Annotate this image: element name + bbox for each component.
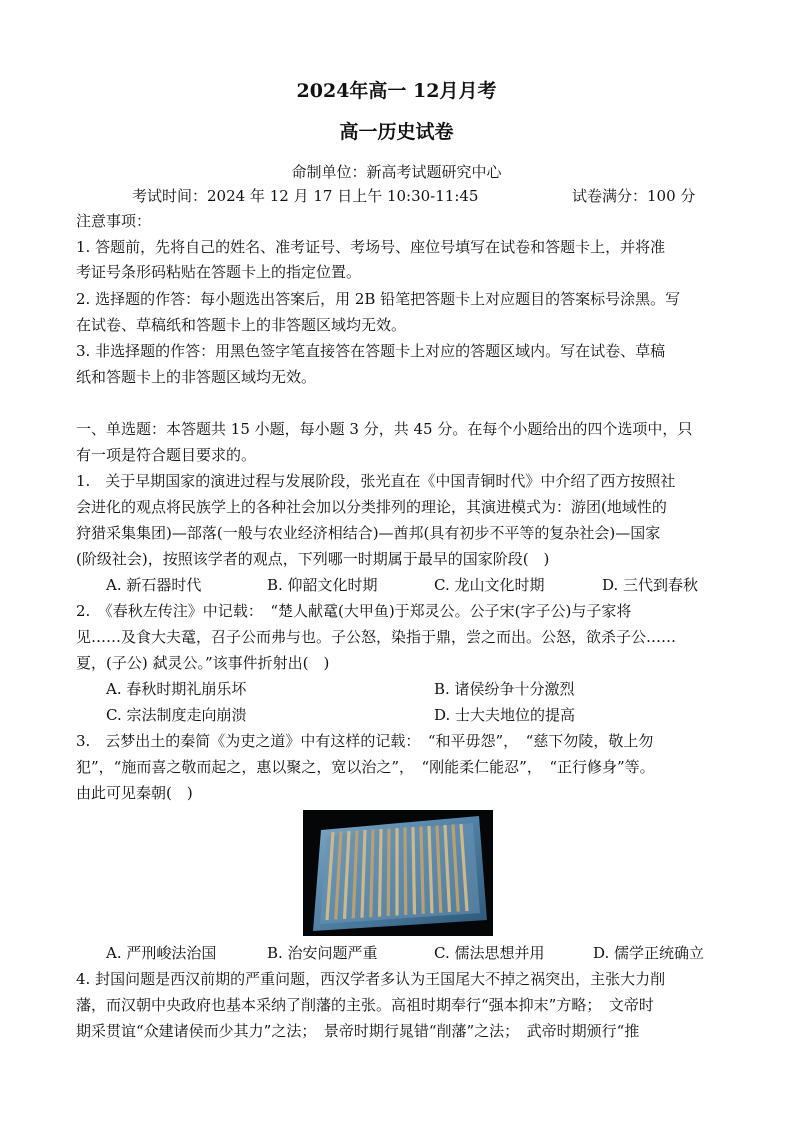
notes-line: 考证号条形码粘贴在答题卡上的指定位置。: [76, 263, 362, 281]
exam-time: 考试时间：2024 年 12 月 17 日上午 10:30-11:45: [132, 187, 479, 205]
bamboo-slip: [413, 827, 415, 914]
question-2-option-b[interactable]: B. 诸侯纷争十分激烈: [434, 680, 575, 698]
bamboo-slip: [388, 829, 389, 917]
question-2-text: 见……及食大夫鼋，召子公而弗与也。子公怒，染指于鼎，尝之而出。公怒，欲杀子公……: [76, 628, 677, 646]
question-3-option-a[interactable]: A. 严刑峻法治国: [106, 944, 217, 962]
question-3-text: 3. 云梦出土的秦简《为吏之道》中有这样的记载： “和平毋怨”， “慈下勿陵，敬上勿: [76, 732, 654, 750]
question-1-text: 1. 关于早期国家的演进过程与发展阶段，张光直在《中国青铜时代》中介绍了西方按照社: [76, 472, 676, 490]
question-4-text: 藩，而汉朝中央政府也基本采纳了削藩的主张。高祖时期奉行“强本抑末”方略； 文帝时: [76, 996, 654, 1014]
question-1-text: 狩猎采集集团)—部落(一般与农业经济相结合)—酋邦(具有初步不平等的复杂社会)—国家: [76, 524, 661, 542]
question-3-option-c[interactable]: C. 儒法思想并用: [434, 944, 545, 962]
notes-line: 在试卷、草稿纸和答题卡上的非答题区域均无效。: [76, 316, 407, 334]
notes-heading: 注意事项：: [76, 212, 152, 230]
exam-title: 2024年高一 12月月考: [296, 80, 497, 102]
question-2-option-a[interactable]: A. 春秋时期礼崩乐坏: [106, 680, 247, 698]
question-2-option-d[interactable]: D. 士大夫地位的提高: [434, 706, 576, 724]
bamboo-slips-photo: [303, 810, 493, 936]
bamboo-slip: [371, 830, 373, 918]
question-3-option-b[interactable]: B. 治安问题严重: [267, 944, 378, 962]
bamboo-slip: [405, 828, 406, 915]
question-1-option-c[interactable]: C. 龙山文化时期: [434, 576, 545, 594]
question-2-option-c[interactable]: C. 宗法制度走向崩溃: [106, 706, 247, 724]
bamboo-slip: [421, 827, 423, 914]
notes-line: 纸和答题卡上的非答题区域均无效。: [76, 368, 317, 386]
question-1-option-b[interactable]: B. 仰韶文化时期: [267, 576, 378, 594]
question-1-option-a[interactable]: A. 新石器时代: [106, 576, 202, 594]
issuer-line: 命制单位：新高考试题研究中心: [291, 163, 502, 181]
full-score: 试卷满分：100 分: [572, 187, 696, 205]
section-heading: 有一项是符合题目要求的。: [76, 446, 257, 464]
question-1-text: (阶级社会)，按照该学者的观点，下列哪一时期属于最早的国家阶段( ): [76, 550, 550, 568]
bamboo-slips-illustration: [303, 810, 493, 936]
section-heading: 一、单选题：本答题共 15 小题，每小题 3 分，共 45 分。在每个小题给出的四个选项中，只: [76, 420, 693, 438]
question-1-text: 会进化的观点将民族学上的各种社会加以分类排列的理论，其演进模式为：游团(地域性的: [76, 498, 667, 516]
question-2-text: 夏，(子公) 弑灵公。”该事件折射出( ): [76, 654, 330, 672]
question-4-text: 期采贯谊“众建诸侯而少其力”之法； 景帝时期行晁错“削藩”之法； 武帝时期颁行“推: [76, 1022, 640, 1040]
question-3-text: 由此可见秦朝( ): [76, 784, 193, 802]
question-4-text: 4. 封国问题是西汉前期的严重问题，西汉学者多认为王国尾大不掉之祸突出，主张大力削: [76, 970, 666, 988]
question-3-text: 犯”，“施而喜之敬而起之，惠以聚之，宽以治之”， “刚能柔仁能忍”， “正行修身”等。: [76, 758, 655, 776]
notes-line: 2. 选择题的作答：每小题选出答案后，用 2B 铅笔把答题卡上对应题目的答案标号涂黑。写: [76, 290, 681, 308]
subject-title: 高一历史试卷: [339, 121, 454, 143]
bamboo-slip: [380, 829, 382, 917]
question-1-option-d[interactable]: D. 三代到春秋: [602, 576, 699, 594]
question-3-option-d[interactable]: D. 儒学正统确立: [593, 944, 705, 962]
notes-line: 1. 答题前，先将自己的姓名、准考证号、考场号、座位号填写在试卷和答题卡上，并将准: [76, 238, 666, 256]
notes-line: 3. 非选择题的作答：用黑色签字笔直接答在答题卡上对应的答题区域内。写在试卷、草稿: [76, 342, 666, 360]
question-2-text: 2. 《春秋左传注》中记载： “楚人献鼋(大甲鱼)于郑灵公。公子宋(字子公)与子家将: [76, 602, 632, 620]
